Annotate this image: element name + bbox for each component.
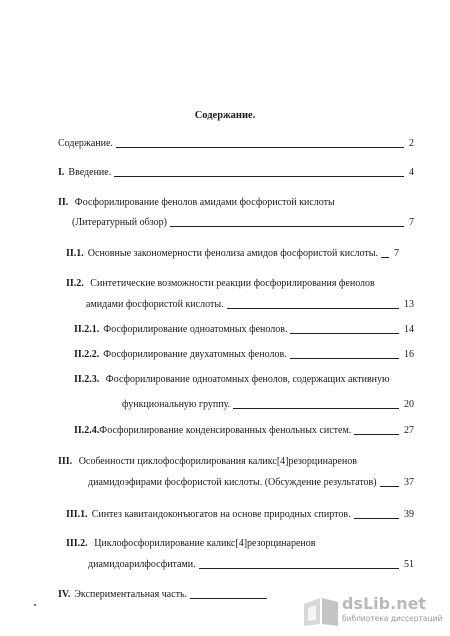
toc-entry-number: II. <box>58 197 69 208</box>
toc-entry-page: 7 <box>394 248 400 259</box>
leader-line <box>381 257 389 258</box>
toc-entry-text: Фосфорилирование одноатомных фенолов. <box>103 324 288 335</box>
toc-entry-text: Фосфорилирование фенолов амидами фосфористой кислоты <box>74 197 335 208</box>
leader-line <box>233 408 399 409</box>
toc-entry[interactable] <box>58 588 270 602</box>
toc-entry-page: 7 <box>409 217 414 228</box>
toc-entry-page: 37 <box>404 477 414 488</box>
toc-entry-text: Синтез кавитандоконъюгатов на основе природных спиртов. <box>91 509 351 520</box>
toc-entry-page: 13 <box>404 299 414 310</box>
toc-entry-text: диамидоарилфосфитами. <box>88 559 196 570</box>
toc-entry[interactable] <box>88 476 414 490</box>
page-title: Содержание. <box>194 110 256 121</box>
toc-entry-page: 20 <box>404 399 414 410</box>
toc-entry-text: Содержание. <box>58 138 113 149</box>
toc-entry-text: функциональную группу. <box>122 399 231 410</box>
toc-entry[interactable] <box>66 508 414 522</box>
toc-entry-text: диамидоэфирами фосфористой кислоты. (Обсуждение результатов) <box>88 477 377 488</box>
toc-entry-page: 16 <box>404 349 414 360</box>
toc-entry-number: III.1. <box>66 509 88 520</box>
toc-entry-page: 39 <box>404 509 414 520</box>
toc-entry[interactable] <box>58 137 414 151</box>
toc-entry[interactable] <box>66 537 315 551</box>
toc-entry-page: 27 <box>404 425 414 436</box>
toc-entry-number: II.1. <box>66 248 84 259</box>
toc-entry-text: Фосфорилирование конденсированных фенольных систем. <box>99 425 352 436</box>
toc-entry[interactable] <box>66 277 375 291</box>
toc-entry-text: Синтетические возможности реакции фосфорилирования фенолов <box>90 278 375 289</box>
toc-entry-number: II.2. <box>66 278 84 289</box>
leader-line <box>354 518 399 519</box>
book-logo-icon <box>302 594 340 628</box>
watermark-name: dsLib.net <box>342 594 427 613</box>
toc-entry-text: Фосфорилирование двухатомных фенолов. <box>103 349 287 360</box>
toc-entry-text: Особенности циклофосфорилирования каликс[4]резорцинаренов <box>78 456 357 467</box>
toc-entry-text: Введение. <box>68 167 112 178</box>
toc-entry[interactable] <box>88 558 414 572</box>
toc-entry-number: IV. <box>58 589 71 600</box>
toc-entry-page: 2 <box>409 138 414 149</box>
toc-entry[interactable] <box>58 166 414 180</box>
toc-entry[interactable] <box>74 323 414 337</box>
leader-line <box>116 147 404 148</box>
leader-line <box>199 568 399 569</box>
toc-entry[interactable] <box>74 424 414 438</box>
toc-entry-text: (Литературный обзор) <box>72 217 167 228</box>
toc-entry-page: 14 <box>404 324 414 335</box>
toc-entry-text: Фосфорилирование одноатомных фенолов, содержащих активную <box>105 374 390 385</box>
toc-entry-text: Циклофосфорилирование каликс[4]резорцинаренов <box>94 538 316 549</box>
toc-entry[interactable] <box>74 348 414 362</box>
leader-line <box>290 358 399 359</box>
toc-entry-text: Основные закономерности фенолиза амидов фосфористой кислоты. <box>87 248 379 259</box>
leader-line <box>354 434 399 435</box>
toc-entry[interactable] <box>58 455 357 469</box>
toc-entry-number: II.2.2. <box>74 349 100 360</box>
toc-entry-number: III.2. <box>66 538 88 549</box>
leader-line <box>170 226 404 227</box>
leader-line <box>290 333 399 334</box>
toc-entry-page: 4 <box>409 167 414 178</box>
toc-entry[interactable] <box>86 298 414 312</box>
leader-line <box>227 308 399 309</box>
scan-speck <box>34 604 36 606</box>
toc-entry-number: III. <box>58 456 73 467</box>
leader-line <box>114 176 404 177</box>
toc-entry-number: II.2.1. <box>74 324 100 335</box>
toc-entry-number: II.2.4. <box>74 425 100 436</box>
toc-entry[interactable] <box>72 216 414 230</box>
toc-entry-page: 51 <box>404 559 414 570</box>
toc-entry-number: II.2.3. <box>74 374 100 385</box>
toc-entry-text: амидами фосфористой кислоты. <box>86 299 224 310</box>
toc-entry-number: I. <box>58 167 65 178</box>
toc-entry[interactable] <box>74 373 389 387</box>
toc-entry-text: Экспериментальная часть. <box>74 589 188 600</box>
leader-line <box>380 486 399 487</box>
toc-entry[interactable] <box>122 398 414 412</box>
watermark <box>302 594 442 630</box>
toc-entry[interactable] <box>66 247 414 261</box>
toc-entry[interactable] <box>58 196 335 210</box>
leader-line <box>190 598 267 599</box>
watermark-subtitle: библиотека диссертаций <box>342 614 443 623</box>
